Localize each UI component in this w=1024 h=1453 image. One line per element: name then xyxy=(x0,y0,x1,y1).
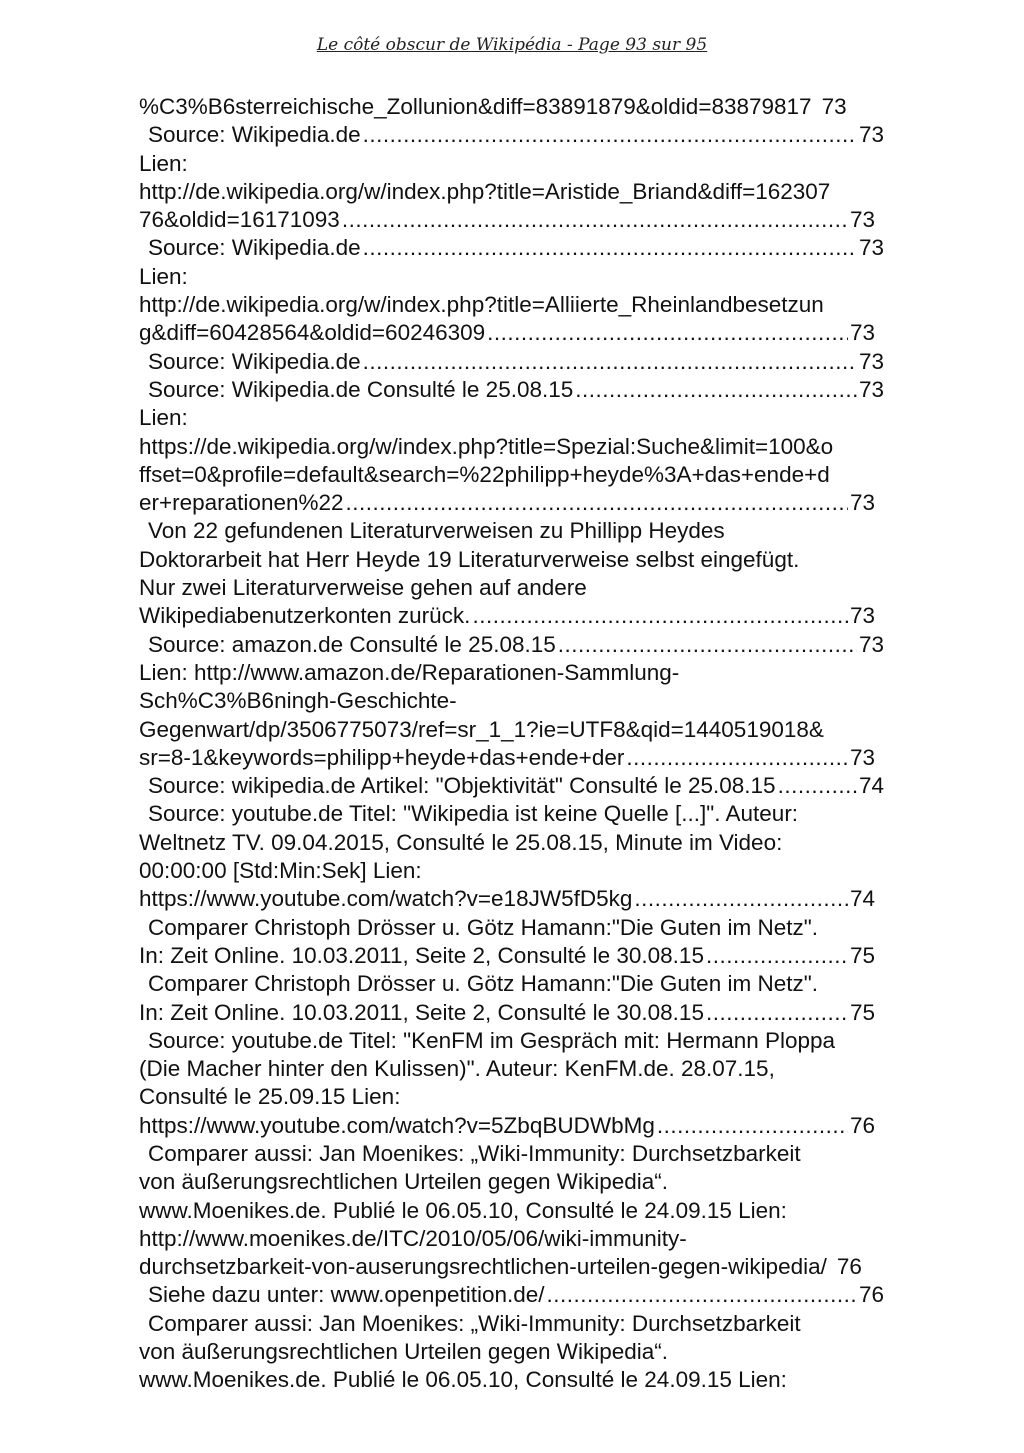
page-number: 73 xyxy=(858,348,884,374)
text-line: Comparer Christoph Drösser u. Götz Hamann:"Die Guten im Netz". xyxy=(148,914,818,940)
text-line: www.Moenikes.de. Publié le 06.05.10, Consulté le 24.09.15 Lien: xyxy=(139,1367,787,1393)
url-line[interactable]: https://de.wikipedia.org/w/index.php?title=Spezial:Suche&limit=100&o xyxy=(139,433,834,459)
page-number: 73 xyxy=(858,122,884,148)
running-header: Le côté obscur de Wikipédia - Page 93 sur 95 xyxy=(316,35,708,55)
page-number: 73 xyxy=(849,603,875,629)
url-line[interactable]: Lien: http://www.amazon.de/Reparationen-Sammlung- xyxy=(139,659,680,685)
text-line: Von 22 gefundenen Literaturverweisen zu Phillipp Heydes xyxy=(148,518,725,544)
url-line[interactable]: ffset=0&profile=default&search=%22philipp+heyde%3A+das+ende+d xyxy=(139,461,830,487)
url-line[interactable]: http://de.wikipedia.org/w/index.php?title=Alliierte_Rheinlandbesetzun xyxy=(139,292,824,318)
toc-entry: er+reparationen%22 ..... 73 xyxy=(139,489,875,517)
page-number: 73 xyxy=(849,320,875,346)
text-line: (Die Macher hinter den Kulissen)". Auteur: KenFM.de. 28.07.15, xyxy=(139,1056,775,1082)
text-line: 00:00:00 [Std:Min:Sek] Lien: xyxy=(139,858,422,884)
url-line[interactable]: Gegenwart/dp/3506775073/ref=sr_1_1?ie=UTF8&qid=1440519018& xyxy=(139,716,824,742)
text-line: Source: youtube.de Titel: "Wikipedia ist keine Quelle [...]". Auteur: xyxy=(148,801,799,827)
page-number: 73 xyxy=(858,376,884,402)
page-number: 74 xyxy=(849,886,875,912)
footnote-list xyxy=(139,93,909,1395)
toc-entry: Source: Wikipedia.de ..... 73 xyxy=(139,121,884,149)
text-line: von äußerungsrechtlichen Urteilen gegen Wikipedia“. xyxy=(139,1169,669,1195)
page-number: 76 xyxy=(836,1254,862,1280)
text-line: Doktorarbeit hat Herr Heyde 19 Literaturverweise selbst eingefügt. xyxy=(139,546,800,572)
text-line: Comparer aussi: Jan Moenikes: „Wiki-Immunity: Durchsetzbarkeit xyxy=(148,1140,801,1166)
page-number: 74 xyxy=(858,773,884,799)
toc-entry: In: Zeit Online. 10.03.2011, Seite 2, Consulté le 30.08.15 ..... 75 xyxy=(139,999,875,1027)
page-number: 76 xyxy=(849,1112,875,1138)
page-number: 76 xyxy=(858,1282,884,1308)
text-line: von äußerungsrechtlichen Urteilen gegen Wikipedia“. xyxy=(139,1339,669,1365)
toc-entry: 76&oldid=16171093 ..... 73 xyxy=(139,206,875,234)
toc-entry: Source: Wikipedia.de Consulté le 25.08.15 ..... 73 xyxy=(139,376,884,404)
page-number: 73 xyxy=(858,235,884,261)
text-line: Lien: xyxy=(139,150,188,176)
text-line: Comparer Christoph Drösser u. Götz Hamann:"Die Guten im Netz". xyxy=(148,971,818,997)
text-line: www.Moenikes.de. Publié le 06.05.10, Consulté le 24.09.15 Lien: xyxy=(139,1197,787,1223)
text-line: Source: youtube.de Titel: "KenFM im Gespräch mit: Hermann Ploppa xyxy=(148,1027,836,1053)
toc-entry: g&diff=60428564&oldid=60246309 ..... 73 xyxy=(139,319,875,347)
toc-entry: https://www.youtube.com/watch?v=e18JW5fD5kg ..... 74 xyxy=(139,885,875,913)
text-line: Lien: xyxy=(139,405,188,431)
toc-entry: Source: Wikipedia.de ..... 73 xyxy=(139,348,884,376)
url-line[interactable]: http://www.moenikes.de/ITC/2010/05/06/wiki-immunity- xyxy=(139,1225,687,1251)
toc-entry: Source: wikipedia.de Artikel: "Objektivität" Consulté le 25.08.15 ..... 74 xyxy=(139,772,884,800)
toc-entry: Source: Wikipedia.de ..... 73 xyxy=(139,234,884,262)
text-line: Consulté le 25.09.15 Lien: xyxy=(139,1084,401,1110)
toc-entry: %C3%B6sterreichische_Zollunion&diff=83891879&oldid=83879817 73 xyxy=(139,93,929,121)
page-number: 75 xyxy=(849,999,875,1025)
page-number: 73 xyxy=(821,94,847,119)
text-line: Weltnetz TV. 09.04.2015, Consulté le 25.08.15, Minute im Video: xyxy=(139,829,783,855)
toc-entry: Siehe dazu unter: www.openpetition.de/ ..... 76 xyxy=(139,1281,884,1309)
page-number: 73 xyxy=(858,631,884,657)
toc-entry: https://www.youtube.com/watch?v=5ZbqBUDWbMg ..... 76 xyxy=(139,1112,875,1140)
text-line: Nur zwei Literaturverweise gehen auf andere xyxy=(139,575,587,601)
url-line[interactable]: Sch%C3%B6ningh-Geschichte- xyxy=(139,688,457,714)
url-line[interactable]: http://de.wikipedia.org/w/index.php?title=Aristide_Briand&diff=162307 xyxy=(139,178,831,204)
toc-entry: Wikipediabenutzerkonten zurück. ..... 73 xyxy=(139,602,875,630)
page-number: 73 xyxy=(849,490,875,516)
toc-entry: In: Zeit Online. 10.03.2011, Seite 2, Consulté le 30.08.15 ..... 75 xyxy=(139,942,875,970)
page-number: 75 xyxy=(849,942,875,968)
text-line: Comparer aussi: Jan Moenikes: „Wiki-Immunity: Durchsetzbarkeit xyxy=(148,1310,801,1336)
page-number: 73 xyxy=(849,744,875,770)
text-line: Lien: xyxy=(139,263,188,289)
page-number: 73 xyxy=(849,207,875,233)
toc-entry: sr=8-1&keywords=philipp+heyde+das+ende+der ..... 73 xyxy=(139,744,875,772)
toc-entry: durchsetzbarkeit-von-auserungsrechtlichen-urteilen-gegen-wikipedia/ 76 xyxy=(139,1253,929,1281)
toc-entry: Source: amazon.de Consulté le 25.08.15 ..... 73 xyxy=(139,631,884,659)
